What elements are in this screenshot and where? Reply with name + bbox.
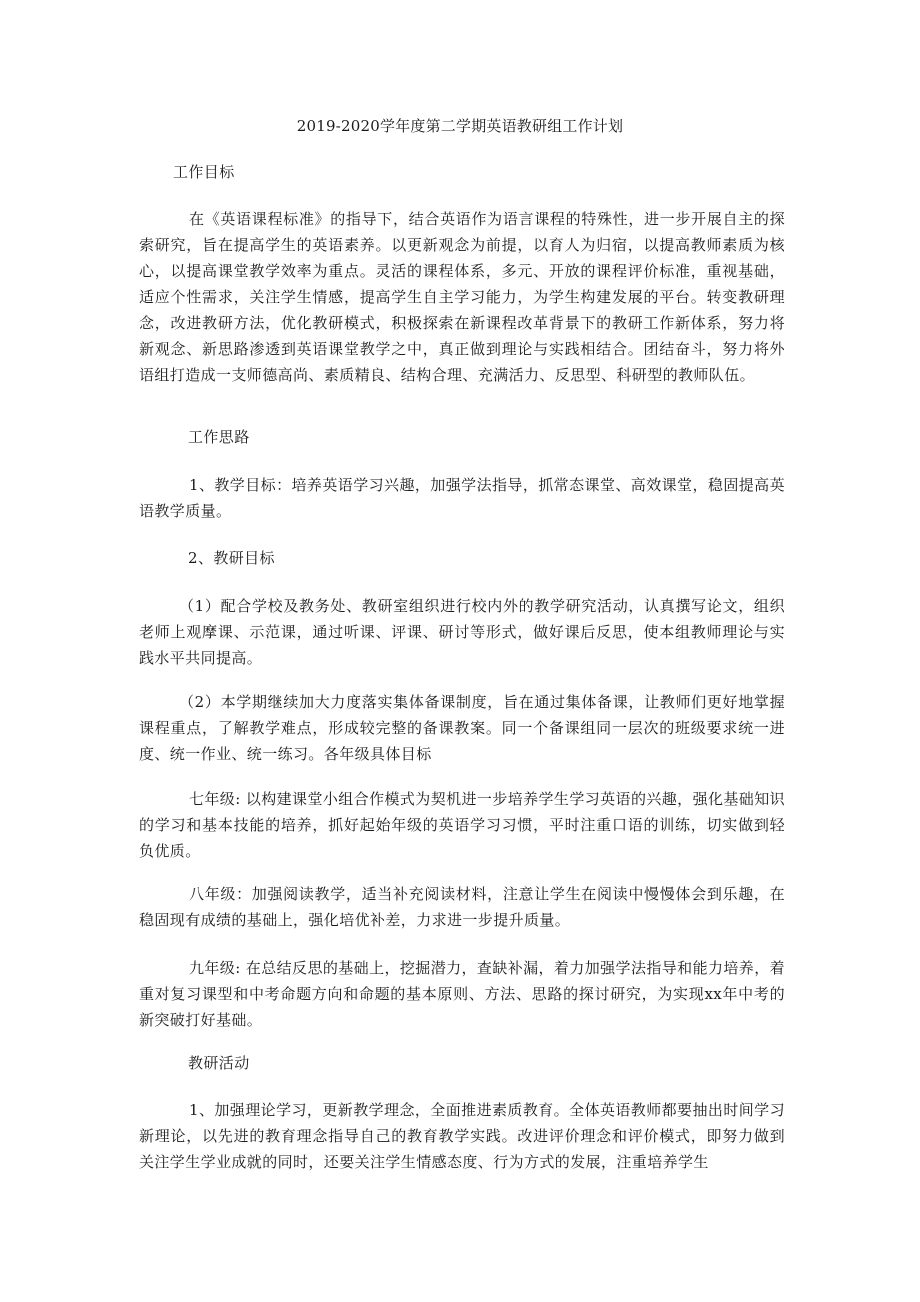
paragraph-work-goal: 在《英语课程标准》的指导下，结合英语作为语言课程的特殊性，进一步开展自主的探索研究，旨在提高学生的英语素养。以更新观念为前提，以育人为归宿，以提高教师素质为核心，以提高课堂教学效率为重点。灵活的课程体系，多元、开放的课程评价标准，重视基础，适应个性需求，关注学生情感，提高学生自主学习能力，为学生构建发展的平台。转变教研理念，改进教研方法，优化教研模式，积极探索在新课程改革背景下的教研工作新体系，努力将新观念、新思路渗透到英语课堂教学之中，真正做到理论与实践相结合。团结奋斗，努力将外语组打造成一支师德高尚、素质精良、结构合理、充满活力、反思型、科研型的教师队伍。 (139, 210, 785, 384)
heading-research-activity: 教研活动 (188, 1054, 250, 1072)
paragraph-grade-9: 九年级: 在总结反思的基础上，挖掘潜力，查缺补漏，着力加强学法指导和能力培养，着重对复习课型和中考命题方向和命题的基本原则、方法、思路的探讨研究，为实现xx年中考的新突破打好基础。 (139, 959, 785, 1029)
heading-work-approach: 工作思路 (188, 428, 250, 446)
paragraph-grade-8: 八年级：加强阅读教学，适当补充阅读材料，注意让学生在阅读中慢慢体会到乐趣，在稳固现有成绩的基础上，强化培优补差，力求进一步提升质量。 (139, 885, 785, 929)
document-title: 2019-2020学年度第二学期英语教研组工作计划 (296, 117, 624, 135)
paragraph-research-item-2: （2）本学期继续加大力度落实集体备课制度，旨在通过集体备课，让教师们更好地掌握课程重点，了解教学难点，形成较完整的备课教案。同一个备课组同一层次的班级要求统一进度、统一作业、统一练习。各年级具体目标 (139, 693, 785, 763)
paragraph-grade-7: 七年级: 以构建课堂小组合作模式为契机进一步培养学生学习英语的兴趣，强化基础知识的学习和基本技能的培养，抓好起始年级的英语学习习惯，平时注重口语的训练，切实做到轻负优质。 (139, 790, 785, 860)
paragraph-teaching-goal: 1、教学目标：培养英语学习兴趣，加强学法指导，抓常态课堂、高效课堂，稳固提高英语教学质量。 (139, 476, 785, 520)
heading-work-goal: 工作目标 (173, 163, 235, 181)
paragraph-research-item-1: （1）配合学校及教务处、教研室组织进行校内外的教学研究活动，认真撰写论文，组织老师上观摩课、示范课，通过听课、评课、研讨等形式，做好课后反思，使本组教师理论与实践水平共同提高。 (139, 597, 785, 667)
heading-research-goal: 2、教研目标 (188, 549, 275, 567)
paragraph-activity-1: 1、加强理论学习，更新教学理念，全面推进素质教育。全体英语教师都要抽出时间学习新理论，以先进的教育理念指导自己的教育教学实践。改进评价理念和评价模式，即努力做到关注学生学业成就的同时，还要关注学生情感态度、行为方式的发展，注重培养学生 (139, 1101, 785, 1171)
